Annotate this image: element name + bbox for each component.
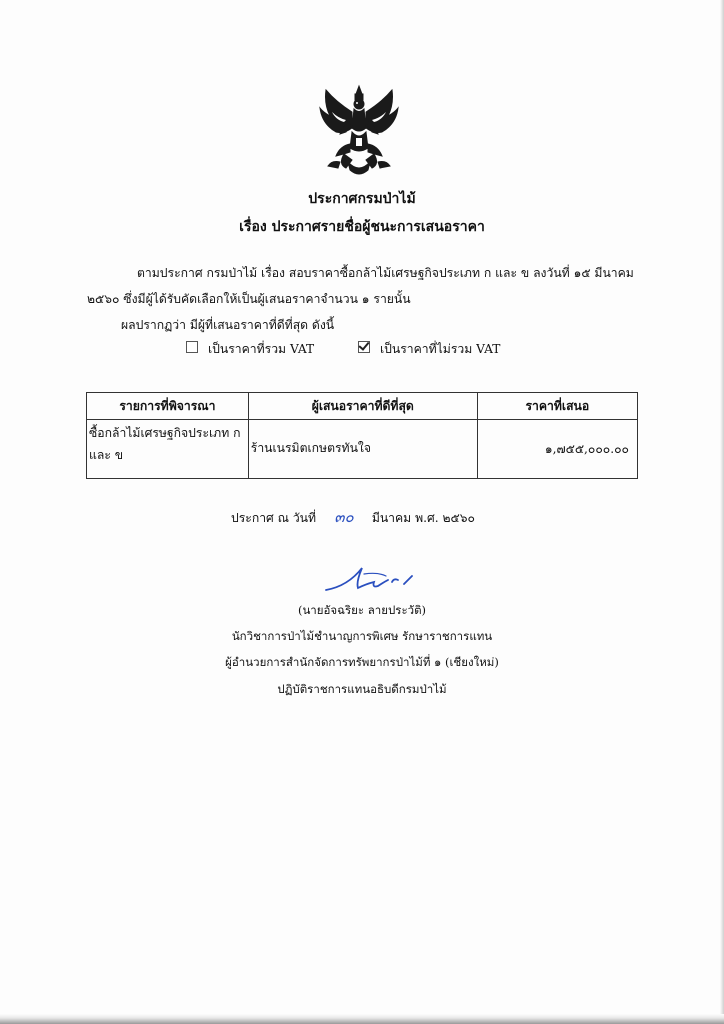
item-text-line-2: และ ข — [89, 448, 124, 462]
bidder-cell: ร้านเนรมิตเกษตรทันใจ — [248, 420, 477, 479]
signer-position-3: ปฏิบัติราชการแทนอธิบดีกรมป่าไม้ — [277, 682, 447, 696]
document-title: ประกาศกรมป่าไม้ — [308, 191, 416, 207]
vat-included-checkbox — [186, 341, 198, 353]
handwritten-signature — [318, 556, 428, 596]
vat-included-label: เป็นราคาที่รวม VAT — [208, 342, 315, 356]
document-subject: เรื่อง ประกาศรายชื่อผู้ชนะการเสนอราคา — [239, 219, 485, 235]
signer-position-1: นักวิชาการป่าไม้ชำนาญการพิเศษ รักษาราชการแทน — [231, 629, 493, 643]
announcement-prefix: ประกาศ ณ วันที่ — [231, 511, 317, 525]
table-row — [87, 420, 638, 479]
item-text-line-1: ซื้อกล้าไม้เศรษฐกิจประเภท ก — [89, 426, 241, 440]
body-line-1: ตามประกาศ กรมป่าไม้ เรื่อง สอบราคาซื้อกล้าไม้เศรษฐกิจประเภท ก และ ข ลงวันที่ ๑๕ มีนาคม — [137, 266, 634, 280]
body-line-3: ผลปรากฏว่า มีผู้ที่เสนอราคาที่ดีที่สุด ดังนี้ — [121, 318, 335, 332]
column-header-price: ราคาที่เสนอ — [477, 393, 637, 420]
signer-position-2: ผู้อำนวยการสำนักจัดการทรัพยากรป่าไม้ที่ ๑ (เชียงใหม่) — [225, 655, 499, 669]
page-edge-shadow — [720, 0, 724, 1024]
table-header-row — [87, 393, 638, 420]
garuda-emblem-icon — [318, 82, 400, 178]
announcement-date — [231, 505, 475, 529]
price-cell: ๑,๗๕๕,๐๐๐.๐๐ — [477, 420, 637, 479]
column-header-bidder: ผู้เสนอราคาที่ดีที่สุด — [248, 393, 477, 420]
announcement-day: ๓๐ — [334, 508, 354, 526]
announcement-suffix: มีนาคม พ.ศ. ๒๕๖๐ — [371, 511, 475, 525]
vat-excluded-option — [358, 340, 500, 359]
vat-excluded-checkbox — [358, 341, 370, 353]
item-cell — [87, 420, 249, 479]
signer-name: (นายอัจฉริยะ ลายประวัติ) — [297, 603, 427, 617]
scan-bottom-edge — [0, 1014, 724, 1024]
winner-table — [86, 392, 638, 479]
body-line-2: ๒๕๖๐ ซึ่งมีผู้ได้รับคัดเลือกให้เป็นผู้เสนอราคาจำนวน ๑ รายนั้น — [87, 292, 411, 306]
vat-excluded-label: เป็นราคาที่ไม่รวม VAT — [380, 342, 501, 356]
vat-included-option — [186, 340, 314, 359]
column-header-item: รายการที่พิจารณา — [87, 393, 249, 420]
